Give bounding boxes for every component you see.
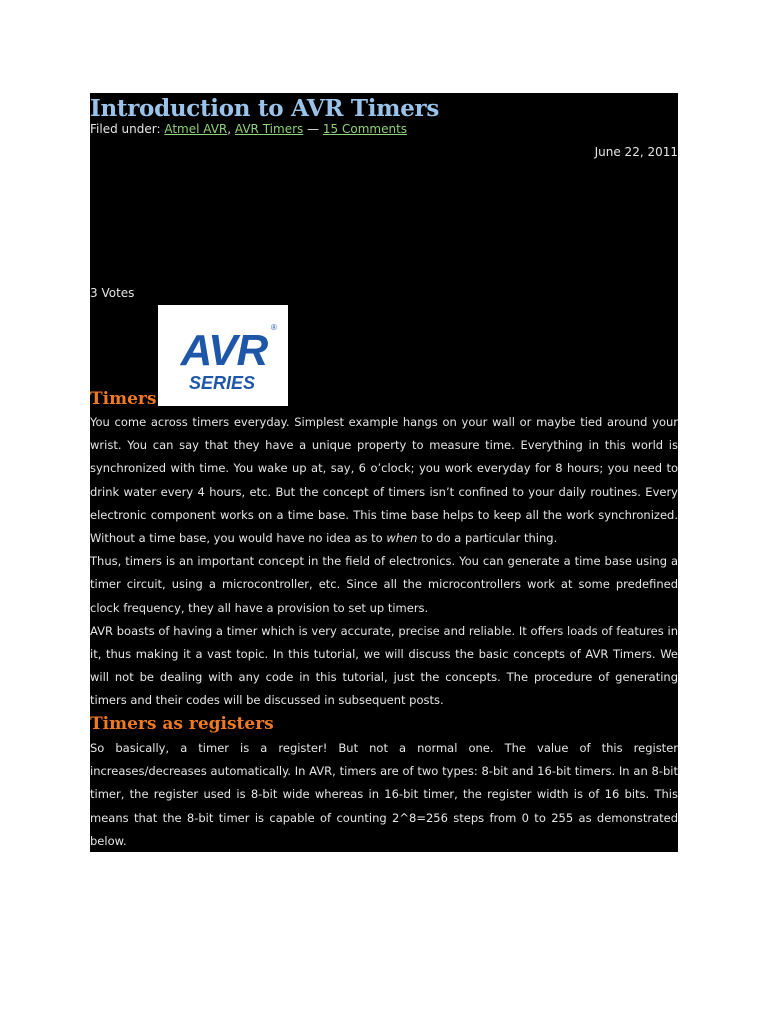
timers-paragraph-2: Thus, timers is an important concept in the field of electronics. You can generate a time base using a timer circuit, using a microcontroller, etc. Since all the microcontrollers work at some predefined clock frequency, they all have a provision to set up timers. — [90, 554, 678, 615]
timers-paragraph-3: AVR boasts of having a timer which is very accurate, precise and reliable. It offers loads of features in it, thus making it a vast topic. In this tutorial, we will discuss the basic concepts of AVR Timers. We will not be dealing with any code in this tutorial, just the concepts. The procedure of generating timers and their codes will be discussed in subsequent posts. — [90, 623, 678, 708]
meta-dash: — — [307, 122, 320, 136]
heading-timers-as-registers: Timers as registers — [90, 714, 274, 734]
avr-logo-graphic — [158, 305, 288, 406]
registers-paragraph-1: So basically, a timer is a register! But not a normal one. The value of this register increases/decreases automatically. In AVR, timers are of two types: 8-bit and 16-bit timers. In an 8-bit timer, the register used is 8-bit wide whereas in 16-bit timer, the register width is of 16 bits. This means that the 8-bit timer is capable of counting 2^8=256 steps from 0 to 255 as demonstrated below. — [90, 741, 678, 848]
logo-series-text: SERIES — [188, 373, 256, 393]
avr-series-logo — [158, 305, 288, 406]
post-title[interactable]: Introduction to AVR Timers — [90, 95, 440, 122]
category-link-atmel-avr[interactable]: Atmel AVR — [164, 122, 228, 136]
timers-paragraph-1 — [90, 411, 678, 550]
category-separator: , — [227, 122, 232, 136]
article-page — [90, 93, 678, 852]
timers-paragraph-1-end: to do a particular thing. — [421, 531, 558, 546]
logo-avr-text: AVR — [180, 326, 268, 375]
votes-count: 3 Votes — [90, 286, 135, 300]
registers-section-body — [90, 737, 678, 852]
post-date: June 22, 2011 — [594, 145, 678, 159]
post-meta — [90, 122, 407, 136]
timers-section-body — [90, 411, 678, 713]
heading-timers: Timers — [90, 389, 157, 409]
timers-paragraph-1-text: You come across timers everyday. Simplest example hangs on your wall or maybe tied around your wrist. You can say that they have a unique property to measure time. Everything in this world is synchronized with time. You wake up at, say, 6 o’clock; you work everyday for 8 hours; you need to drink water every 4 hours, etc. But the concept of timers isn’t confined to your daily routines. Every electronic component works on a time base. This time base helps to keep all the work synchronized. Without a time base, you would have no idea as to — [90, 415, 678, 546]
timers-paragraph-1-emphasis: when — [386, 531, 418, 546]
category-link-avr-timers[interactable]: AVR Timers — [234, 122, 304, 136]
logo-registered-mark: ® — [271, 323, 277, 332]
comments-link[interactable]: 15 Comments — [322, 122, 408, 136]
filed-under-label: Filed under: — [90, 122, 161, 136]
